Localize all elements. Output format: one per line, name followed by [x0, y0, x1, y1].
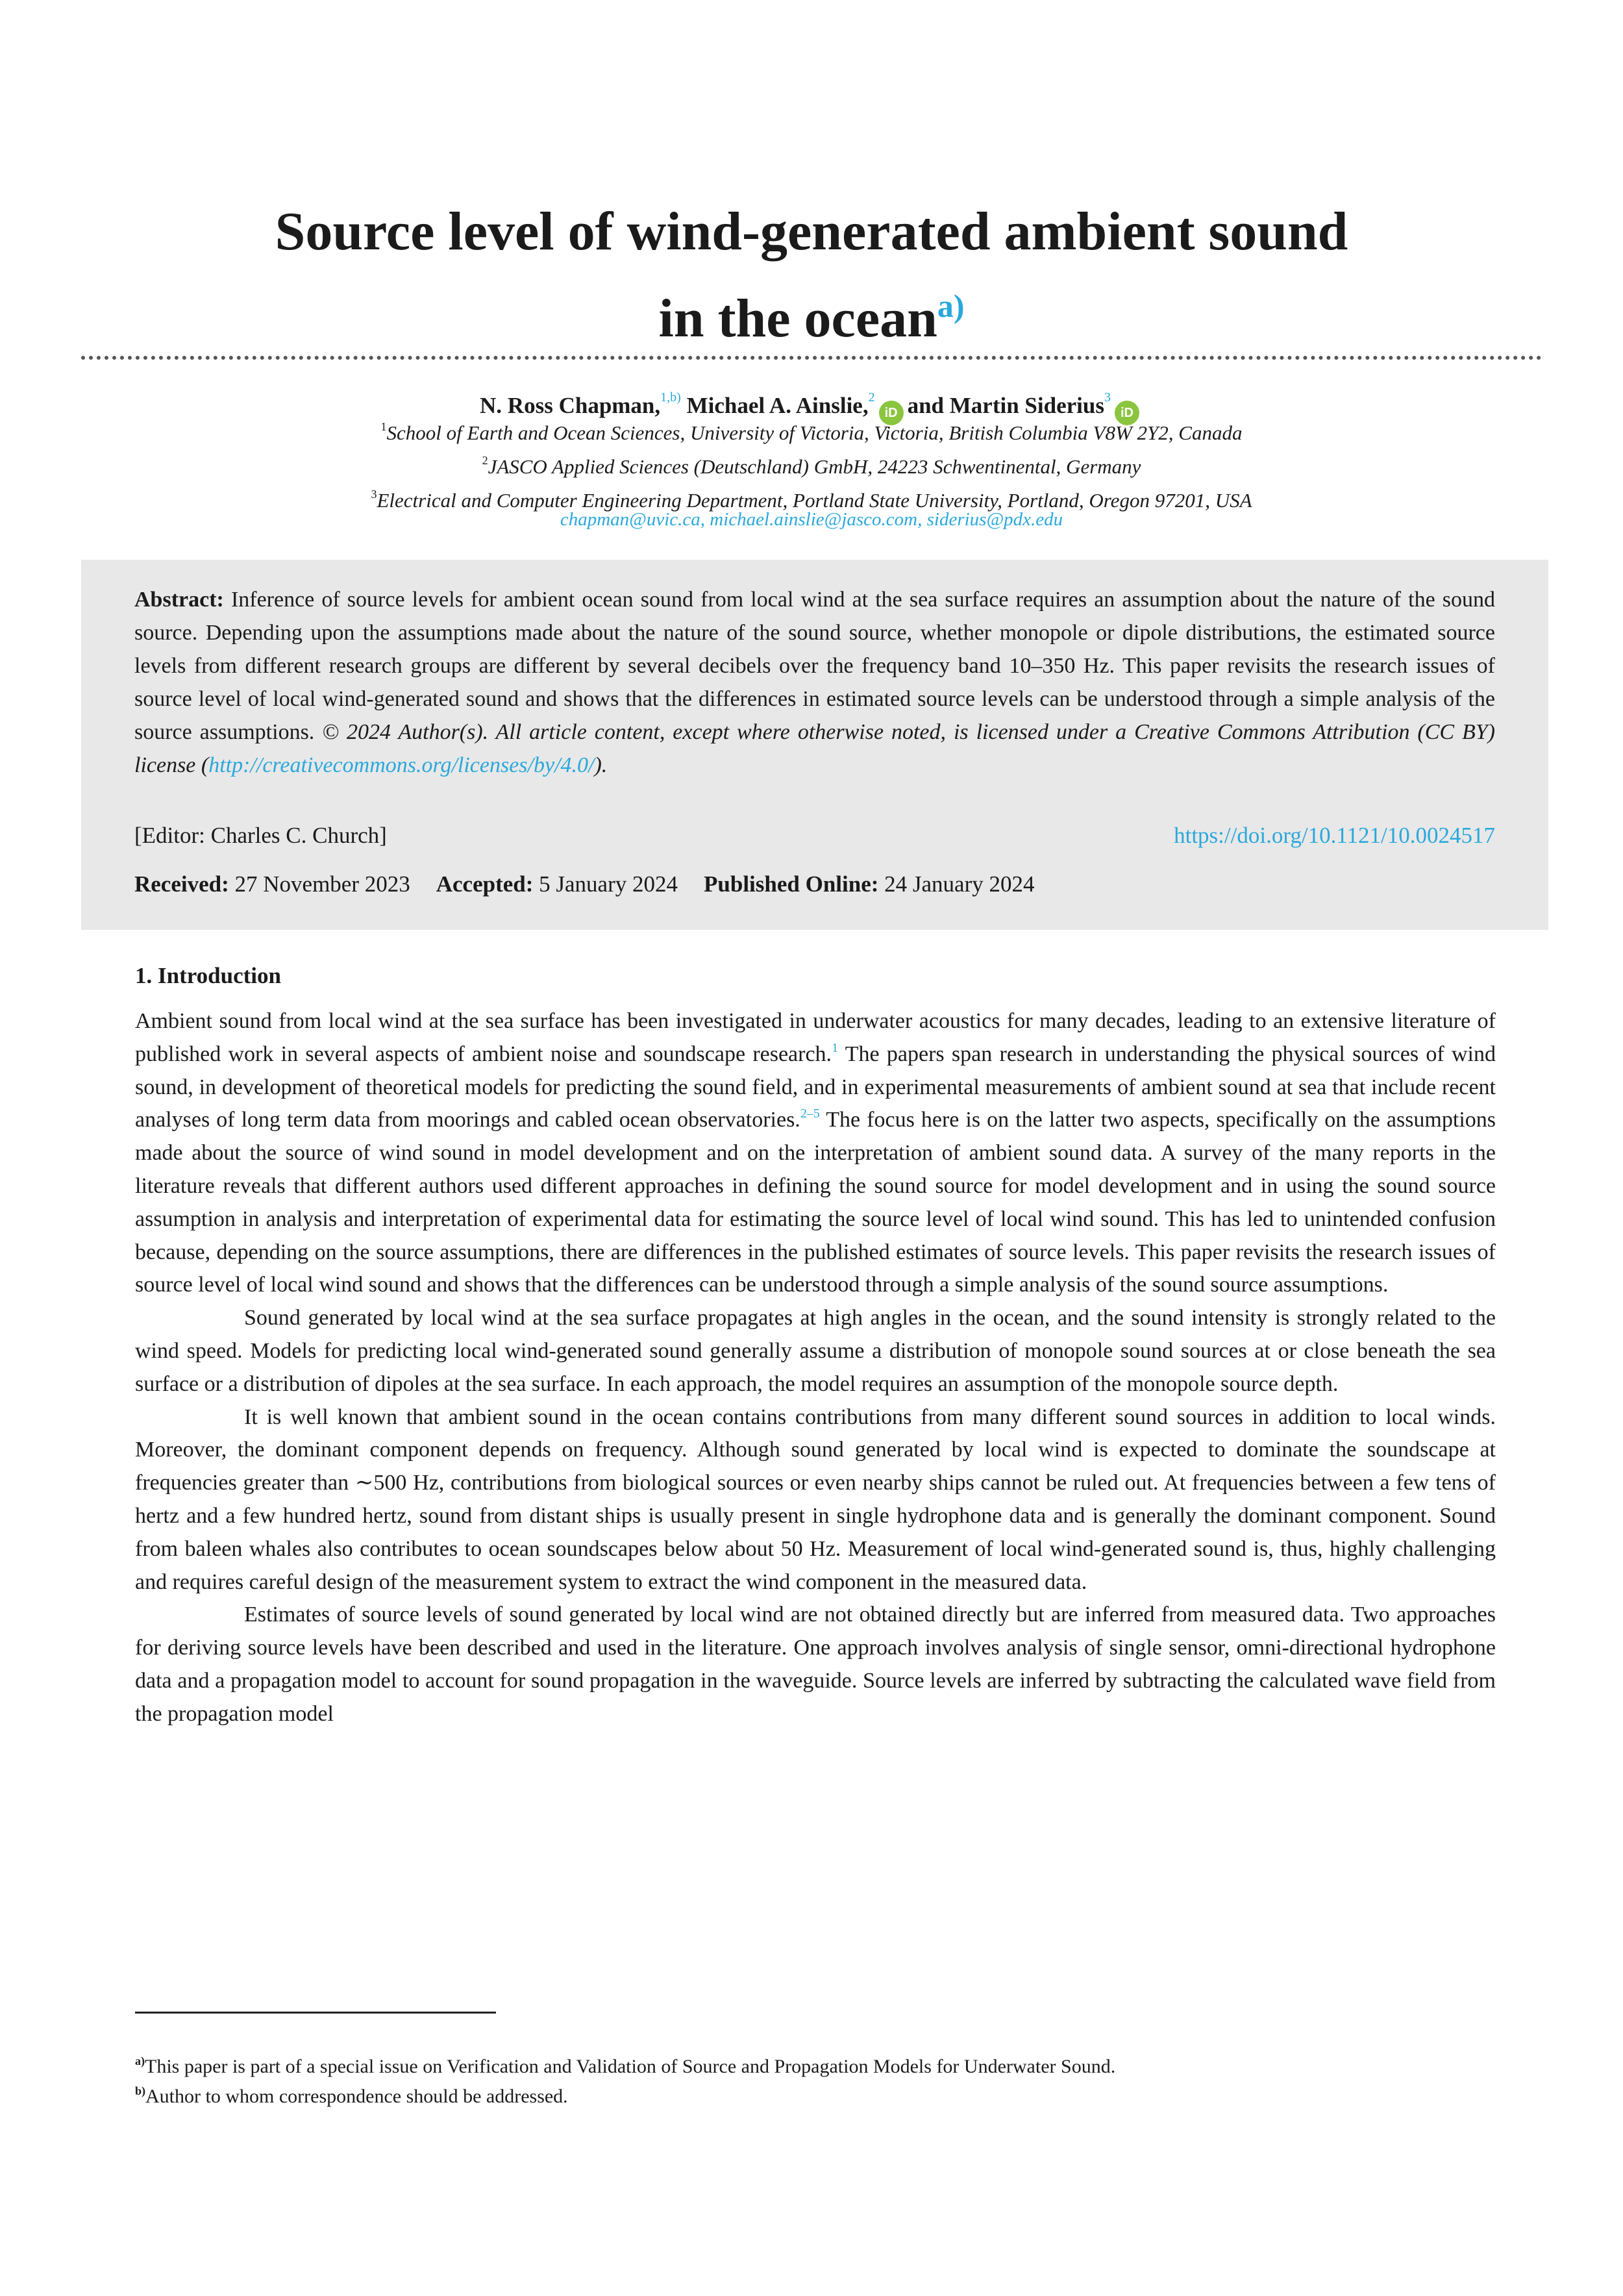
license-link[interactable]: http://creativecommons.org/licenses/by/4.0/ — [208, 753, 595, 777]
paragraph-text: The papers span research in understanding the physical sources of wind sound, in development of theoretical models for predicting the sound field, and in experimental measurements of ambient sound at sea that include recent analyses of long term data from moorings and cabled ocean observatories. — [135, 1042, 1496, 1132]
citation-link[interactable]: 1 — [832, 1040, 839, 1055]
footnote-divider — [135, 2012, 496, 2014]
editor-row — [134, 819, 1495, 852]
author-chapman: N. Ross Chapman, — [480, 393, 661, 418]
published-date: 24 January 2024 — [878, 871, 1035, 897]
received-label: Received: — [134, 871, 229, 897]
orcid-icon[interactable]: iD — [879, 401, 904, 425]
editor-note: [Editor: Charles C. Church] — [134, 823, 387, 848]
paragraph-2: Sound generated by local wind at the sea surface propagates at high angles in the ocean, and the sound intensity is strongly related to the wind speed. Models for predicting local wind-generated sound generally assume a distribution of monopole sound sources at or close beneath the sea surface or a distribution of dipoles at the sea surface. In each approach, the model requires an assumption of the monopole source depth. — [135, 1306, 1496, 1396]
paragraph-text: The focus here is on the latter two aspects, specifically on the assumptions made about the source of wind sound in model development and on the interpretation of ambient sound data. A survey of the many reports in the literature reveals that different authors used different approaches in defining the sound source for model development and in using the sound source assumption in analysis and interpretation of experimental data for estimating the source level of local wind sound. This has led to unintended confusion because, depending on the source assumptions, there are differences in the published estimates of source levels. This paper revisits the research issues of source level of local wind sound and shows that the differences can be understood through a simple analysis of the sound source assumptions. — [135, 1108, 1496, 1297]
paragraph-1 — [135, 1005, 1496, 1302]
doi-link[interactable]: https://doi.org/10.1121/10.0024517 — [1174, 823, 1495, 848]
footnote-mark: b) — [135, 2084, 146, 2097]
body-text — [135, 1005, 1496, 1731]
abstract-text — [134, 583, 1495, 782]
affiliation-text: JASCO Applied Sciences (Deutschland) GmbH, 24223 Schwentinental, Germany — [488, 455, 1141, 478]
section-heading: 1. Introduction — [135, 963, 281, 988]
published-label: Published Online: — [704, 871, 879, 897]
citation-link[interactable]: 2–5 — [800, 1106, 820, 1121]
footnote-text: This paper is part of a special issue on Verification and Validation of Source and Propagation Models for Underwater Sound. — [145, 2056, 1116, 2077]
dates-row — [134, 868, 1495, 901]
received-date: 27 November 2023 — [229, 871, 410, 897]
paragraph-3: It is well known that ambient sound in the ocean contains contributions from many different sound sources in addition to local winds. Moreover, the dominant component depends on frequency. Although sound generated by local wind is expected to dominate the soundscape at frequencies greater than ∼500 Hz, contributions from biological sources or even nearby ships cannot be ruled out. At frequencies between a few tens of hertz and a few hundred hertz, sound from distant ships is usually present in single hydrophone data and is generally the dominant component. Sound from baleen whales also contributes to ocean soundscapes below about 50 Hz. Measurement of local wind-generated sound is, thus, highly challenging and requires careful design of the measurement system to extract the wind component in the measured data. — [135, 1404, 1496, 1594]
affiliations — [130, 413, 1493, 514]
footnote-a — [135, 2052, 1498, 2082]
footnote-b — [135, 2082, 1498, 2112]
footnote-text: Author to whom correspondence should be addressed. — [145, 2086, 568, 2107]
paragraph-text: Ambient sound from local wind at the sea surface has been investigated in underwater acoustics for many decades, leading to an extensive literature of published work in several aspects of ambient noise and soundscape research. — [135, 1009, 1496, 1066]
title-line-2: in the ocean — [658, 288, 937, 349]
dotted-divider — [81, 356, 1542, 360]
author-emails[interactable]: chapman@uvic.ca, michael.ainslie@jasco.com, siderius@pdx.edu — [560, 509, 1063, 530]
accepted-label: Accepted: — [436, 871, 534, 897]
abstract-label: Abstract: — [134, 588, 224, 612]
paper-title — [162, 195, 1461, 356]
license-text: © 2024 Author(s). All article content, except where otherwise noted, is licensed under a Creative Commons Attribution (CC BY) license ( — [134, 720, 1496, 777]
title-footnote-link[interactable]: a) — [937, 288, 965, 324]
title-line-1: Source level of wind-generated ambient sound — [275, 201, 1348, 262]
paragraph-4: Estimates of source levels of sound generated by local wind are not obtained directly but are inferred from measured data. Two approaches for deriving source levels have been described and used in the literature. One approach involves analysis of single sensor, omni-directional hydrophone data and a propagation model to account for sound propagation in the waveguide. Source levels are inferred by subtracting the calculated wave field from the propagation model — [135, 1603, 1496, 1726]
affiliation-2 — [130, 447, 1493, 480]
author-siderius-affil[interactable]: 3 — [1104, 390, 1111, 405]
affiliation-number: 3 — [371, 488, 377, 501]
affiliation-text: School of Earth and Ocean Sciences, University of Victoria, Victoria, British Columbia V8W 2Y2, Canada — [386, 421, 1243, 444]
affiliation-1 — [130, 413, 1493, 447]
abstract-body: Inference of source levels for ambient ocean sound from local wind at the sea surface requires an assumption about the nature of the sound source. Depending upon the assumptions made about the nature of the sound source, whether monopole or dipole distributions, the estimated source levels from different research groups are different by several decibels over the frequency band 10–350 Hz. This paper revisits the research issues of source level of local wind-generated sound and shows that the differences in estimated source levels can be understood through a simple analysis of the source assumptions. — [134, 588, 1495, 744]
affiliation-number: 2 — [482, 454, 488, 467]
license-end: ). — [594, 753, 608, 777]
author-ainslie-affil[interactable]: 2 — [868, 390, 875, 405]
author-ainslie: Michael A. Ainslie, — [686, 393, 869, 418]
orcid-icon[interactable]: iD — [1115, 401, 1139, 425]
footnote-mark: a) — [135, 2054, 145, 2067]
footnotes — [135, 2052, 1498, 2112]
affiliation-number: 1 — [380, 420, 387, 433]
affiliation-text: Electrical and Computer Engineering Department, Portland State University, Portland, Oregon 97201, USA — [377, 489, 1252, 512]
abstract-box — [81, 560, 1548, 930]
accepted-date: 5 January 2024 — [533, 871, 678, 897]
author-chapman-affil[interactable]: 1,b) — [660, 390, 681, 405]
author-siderius: and Martin Siderius — [907, 393, 1104, 418]
